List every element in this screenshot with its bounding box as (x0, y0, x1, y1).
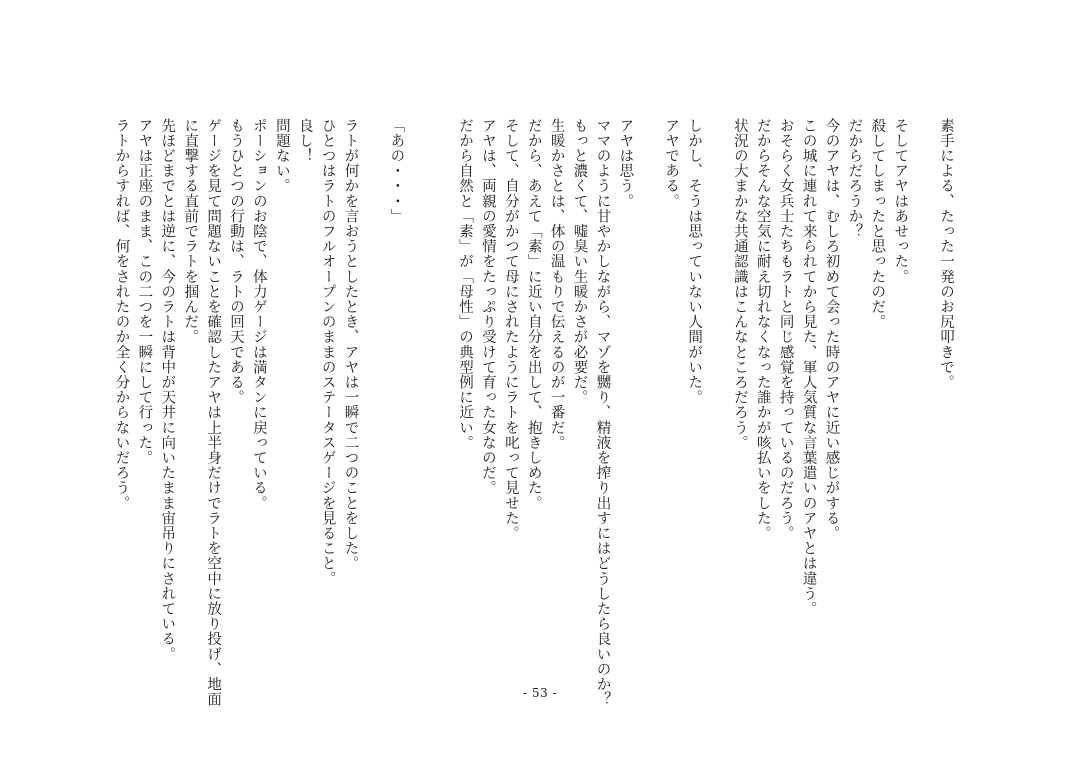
text-line: だから、あえて「素」に近い自分を出して、抱きしめた。 (525, 118, 542, 511)
text-line: ひとつはラトのフルオープンのままのステータスゲージを見ること。 (319, 118, 336, 587)
text-line: そして、自分がかつて母にされたようにラトを叱って見せた。 (502, 118, 519, 541)
text-line: 素手による、たった一発のお尻叩きで。 (938, 118, 954, 390)
page-number: - 53 - (522, 686, 557, 700)
text-line: ゲージを見て問題ないことを確認したアヤは上半身だけでラトを空中に放り投げ、地面 (205, 118, 222, 707)
text-line: そしてアヤはあせった。 (892, 118, 909, 285)
text-line: 状況の大まかな共通認識はこんなところだろう。 (731, 118, 748, 451)
text-line: おそらく女兵士たちもラトと同じ感覚を持っているのだろう。 (777, 118, 794, 541)
text-line: 今のアヤは、むしろ初めて会った時のアヤに近い感じがする。 (823, 118, 840, 541)
text-line: ラトからすれば、何をされたのか全く分からないだろう。 (113, 118, 130, 511)
text-line: 問題ない。 (273, 118, 290, 194)
text-line: 殺してしまったと思ったのだ。 (869, 118, 886, 330)
blank-line (705, 118, 728, 658)
text-line: もっと濃くて、嘘臭い生暖かさが必要だ。 (571, 118, 588, 405)
text-line: 生暖かさとは、体の温もりで伝えるのが一番だ。 (548, 118, 565, 451)
text-line: 「あの・・・」 (388, 118, 405, 224)
text-line: だから自然と「素」が「母性」の典型例に近い。 (457, 118, 474, 451)
text-line: だからだろうか？ (846, 118, 863, 239)
blank-line (430, 118, 453, 658)
blank-line (911, 118, 934, 658)
text-line: 先ほどまでとは逆に、今のラトは背中が天井に向いたまま宙吊りにされている。 (159, 118, 176, 662)
text-line: ママのように甘やかしながら、マゾを嬲り、精液を搾り出すにはどうしたら良いのか？ (594, 118, 611, 707)
text-line: もうひとつの行動は、ラトの回天である。 (228, 118, 244, 405)
blank-line (407, 118, 430, 658)
blank-line (362, 118, 385, 658)
text-line: に直撃する直前でラトを掴んだ。 (182, 118, 199, 345)
text-line: しかし、そうは思っていない人間がいた。 (686, 118, 703, 405)
text-line: アヤは正座のまま、この二つを一瞬にして行った。 (136, 118, 153, 466)
text-line: アヤである。 (663, 118, 680, 209)
text-line: だからそんな空気に耐え切れなくなった誰かが咳払いをした。 (754, 118, 771, 541)
text-line: アヤは思う。 (617, 118, 634, 209)
text-line: ラトが何かを言おうとしたとき、アヤは一瞬で二つのことをした。 (342, 118, 359, 571)
text-line: この城に連れて来られてから見た、軍人気質な言葉遣いのアヤとは違う。 (800, 118, 817, 617)
text-line: ポーションのお陰で、体力ゲージは満タンに戻っている。 (250, 118, 267, 511)
text-line: 良し！ (296, 118, 313, 164)
blank-line (636, 118, 659, 658)
text-line: アヤは、両親の愛情をたっぷり受けて育った女なのだ。 (479, 118, 496, 496)
